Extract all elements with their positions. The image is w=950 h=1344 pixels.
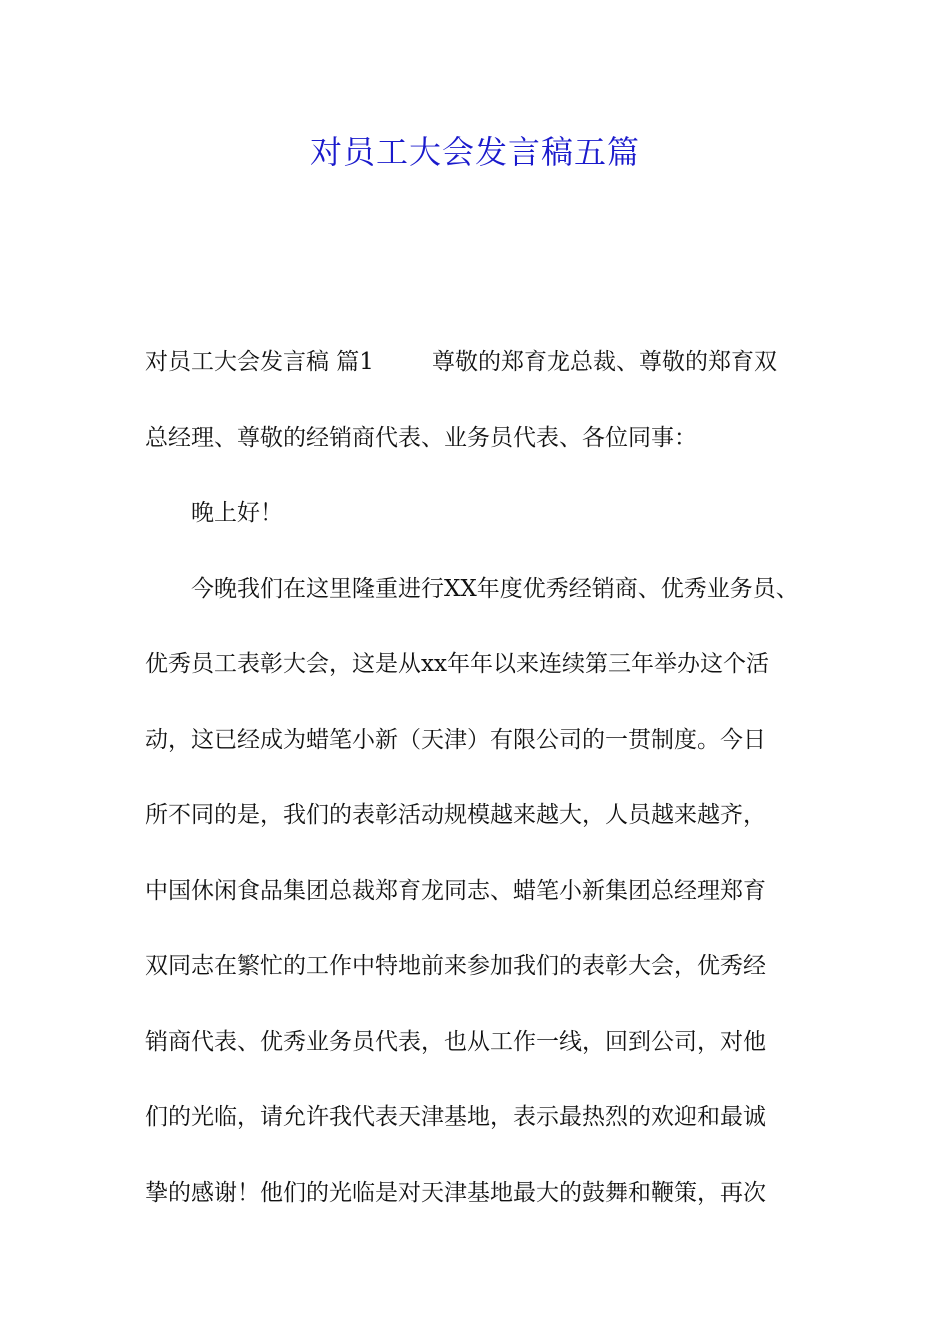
document-title: 对员工大会发言稿五篇 — [309, 133, 640, 171]
paragraph-text: 尊敬的郑育龙总裁、尊敬的郑育双 — [431, 349, 777, 375]
paragraph-line: 双同志在繁忙的工作中特地前来参加我们的表彰大会，优秀经 — [145, 953, 766, 979]
paragraph-line: 今晚我们在这里隆重进行XX年度优秀经销商、优秀业务员、 — [191, 575, 799, 602]
paragraph-line: 总经理、尊敬的经销商代表、业务员代表、各位同事： — [145, 424, 697, 451]
paragraph-line: 所不同的是，我们的表彰活动规模越来越大，人员越来越齐， — [145, 802, 766, 828]
paragraph-line: 中国休闲食品集团总裁郑育龙同志、蜡笔小新集团总经理郑育 — [145, 877, 766, 904]
paragraph-line: 动，这已经成为蜡笔小新（天津）有限公司的一贯制度。今日 — [145, 726, 766, 753]
paragraph-line: 优秀员工表彰大会，这是从xx年年以来连续第三年举办这个活 — [145, 651, 769, 677]
paragraph-line: 晚上好！ — [191, 500, 283, 526]
paragraph-line: 挚的感谢！他们的光临是对天津基地最大的鼓舞和鞭策，再次 — [145, 1179, 766, 1206]
paragraph-line: 销商代表、优秀业务员代表，也从工作一线，回到公司，对他 — [145, 1028, 766, 1055]
document-body — [145, 338, 815, 1244]
paragraph-line — [145, 338, 815, 414]
section-heading: 对员工大会发言稿 篇1 — [145, 349, 374, 375]
paragraph-line: 们的光临，请允许我代表天津基地，表示最热烈的欢迎和最诚 — [145, 1104, 766, 1130]
